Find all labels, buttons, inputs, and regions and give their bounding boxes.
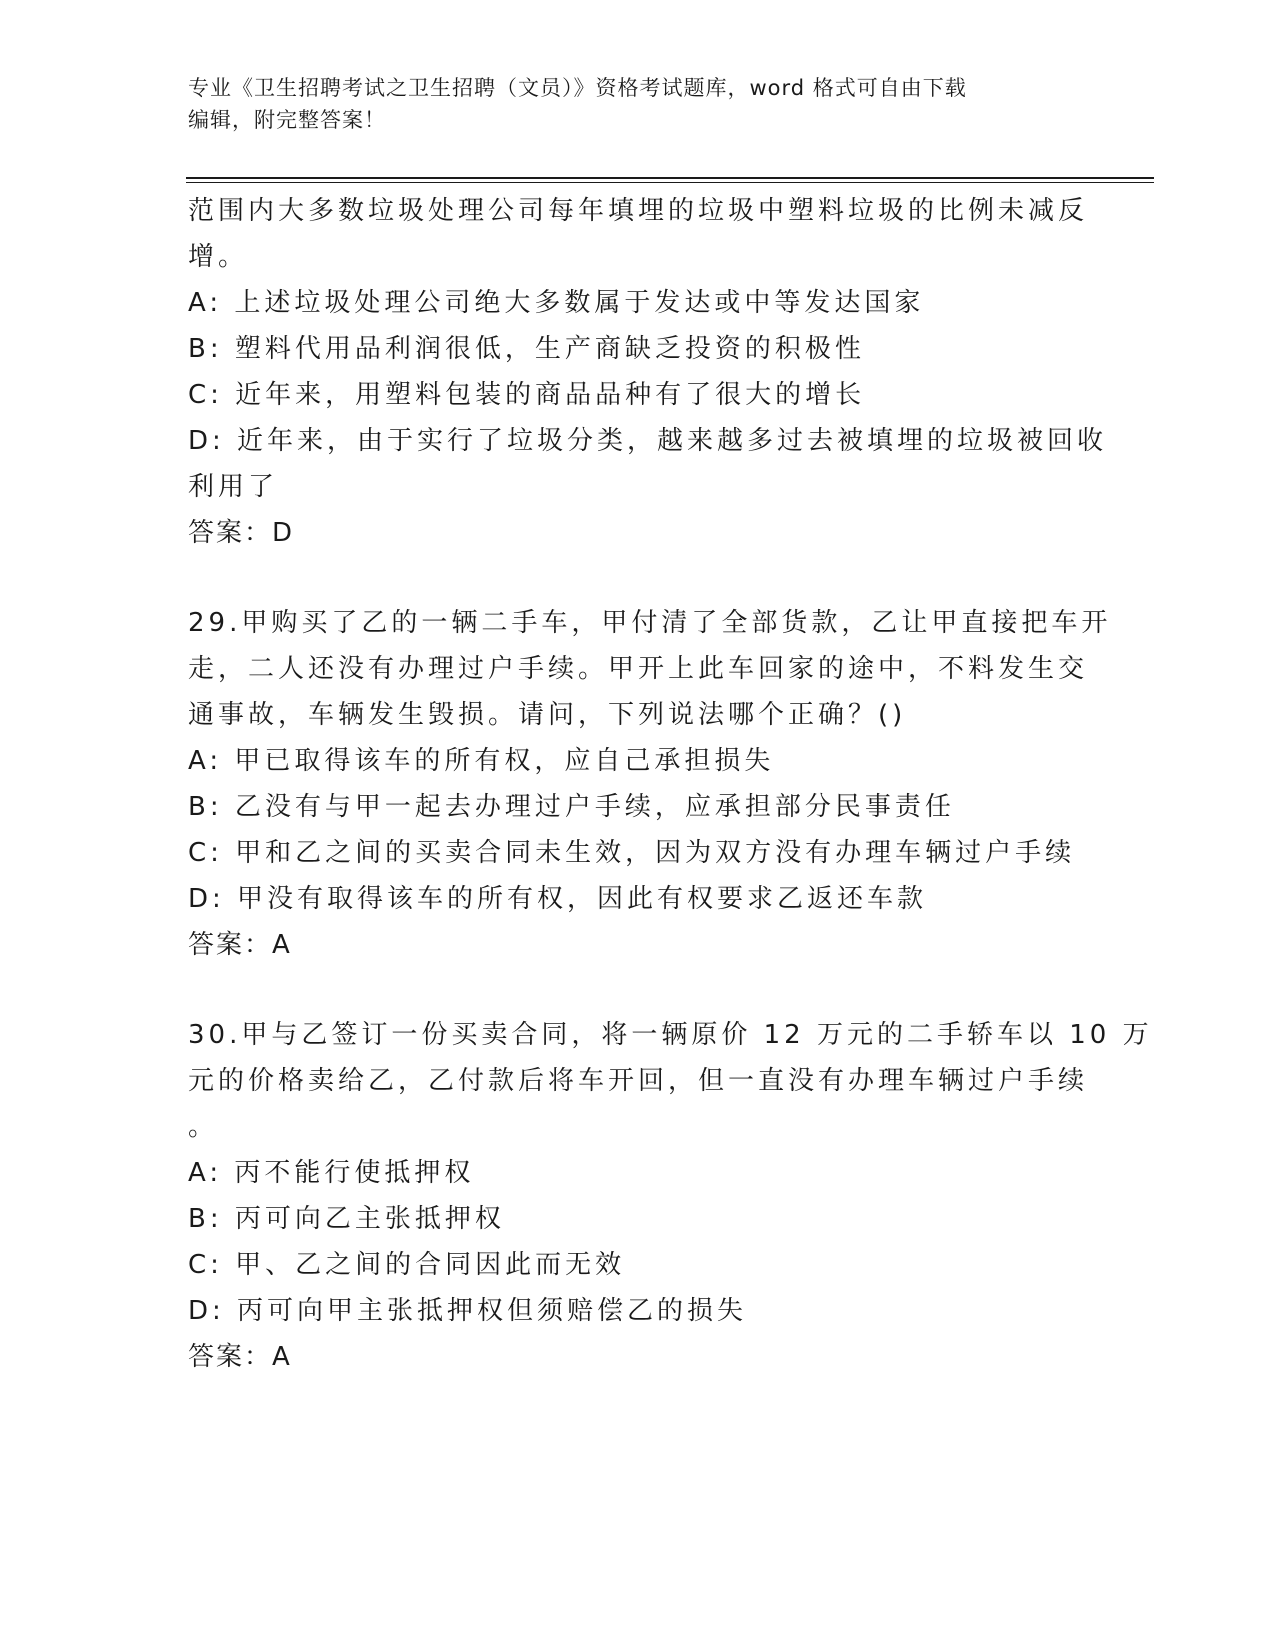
option-b: B: 丙可向乙主张抵押权: [188, 1204, 505, 1234]
answer-label: 答案：: [188, 930, 273, 960]
question-stem-line: 30.甲与乙签订一份买卖合同，将一辆原价 12 万元的二手轿车以 10 万: [188, 1020, 1153, 1050]
header-divider-thin: [186, 182, 1154, 183]
question-stem-line: 29.甲购买了乙的一辆二手车，甲付清了全部货款，乙让甲直接把车开: [188, 608, 1112, 638]
header-divider-thick: [186, 177, 1154, 179]
question-stem-line: 。: [188, 1112, 219, 1142]
header-line-1: 专业《卫生招聘考试之卫生招聘（文员）》资格考试题库，word 格式可自由下载: [188, 76, 967, 100]
question-29: [188, 600, 1112, 968]
option-c: C: 甲、乙之间的合同因此而无效: [188, 1250, 626, 1280]
answer-line: [188, 922, 1088, 968]
answer-value: A: [272, 930, 292, 960]
question-content: [188, 188, 1153, 1380]
option-a: A: 上述垃圾处理公司绝大多数属于发达或中等发达国家: [188, 288, 925, 318]
option-d: D: 丙可向甲主张抵押权但须赔偿乙的损失: [188, 1296, 748, 1326]
option-b: B: 塑料代用品利润很低，生产商缺乏投资的积极性: [188, 334, 865, 364]
option-d-continuation: 利用了: [188, 472, 279, 502]
question-stem-line: 走，二人还没有办理过户手续。甲开上此车回家的途中，不料发生交: [188, 654, 1089, 684]
question-stem-line: 元的价格卖给乙，乙付款后将车开回，但一直没有办理车辆过户手续: [188, 1066, 1089, 1096]
header-line-2: 编辑，附完整答案！: [188, 108, 386, 132]
answer-value: D: [272, 518, 295, 548]
option-d: D: 近年来，由于实行了垃圾分类，越来越多过去被填埋的垃圾被回收: [188, 426, 1108, 456]
option-c: C: 甲和乙之间的买卖合同未生效，因为双方没有办理车辆过户手续: [188, 838, 1076, 868]
question-stem-line: 范围内大多数垃圾处理公司每年填埋的垃圾中塑料垃圾的比例未减反: [188, 196, 1089, 226]
question-30: [188, 1012, 1153, 1380]
option-b: B: 乙没有与甲一起去办理过户手续，应承担部分民事责任: [188, 792, 955, 822]
question-stem-line: 通事故，车辆发生毁损。请问，下列说法哪个正确？(): [188, 700, 907, 730]
option-a: A: 甲已取得该车的所有权，应自己承担损失: [188, 746, 775, 776]
option-c: C: 近年来，用塑料包装的商品品种有了很大的增长: [188, 380, 866, 410]
question-28: [188, 188, 1108, 556]
option-d: D: 甲没有取得该车的所有权，因此有权要求乙返还车款: [188, 884, 928, 914]
answer-label: 答案：: [188, 518, 273, 548]
question-stem-line: 增。: [188, 242, 249, 272]
answer-label: 答案：: [188, 1342, 273, 1372]
option-a: A: 丙不能行使抵押权: [188, 1158, 475, 1188]
answer-line: [188, 1334, 1088, 1380]
page-header: [188, 72, 1088, 136]
answer-line: [188, 510, 1088, 556]
answer-value: A: [272, 1342, 292, 1372]
